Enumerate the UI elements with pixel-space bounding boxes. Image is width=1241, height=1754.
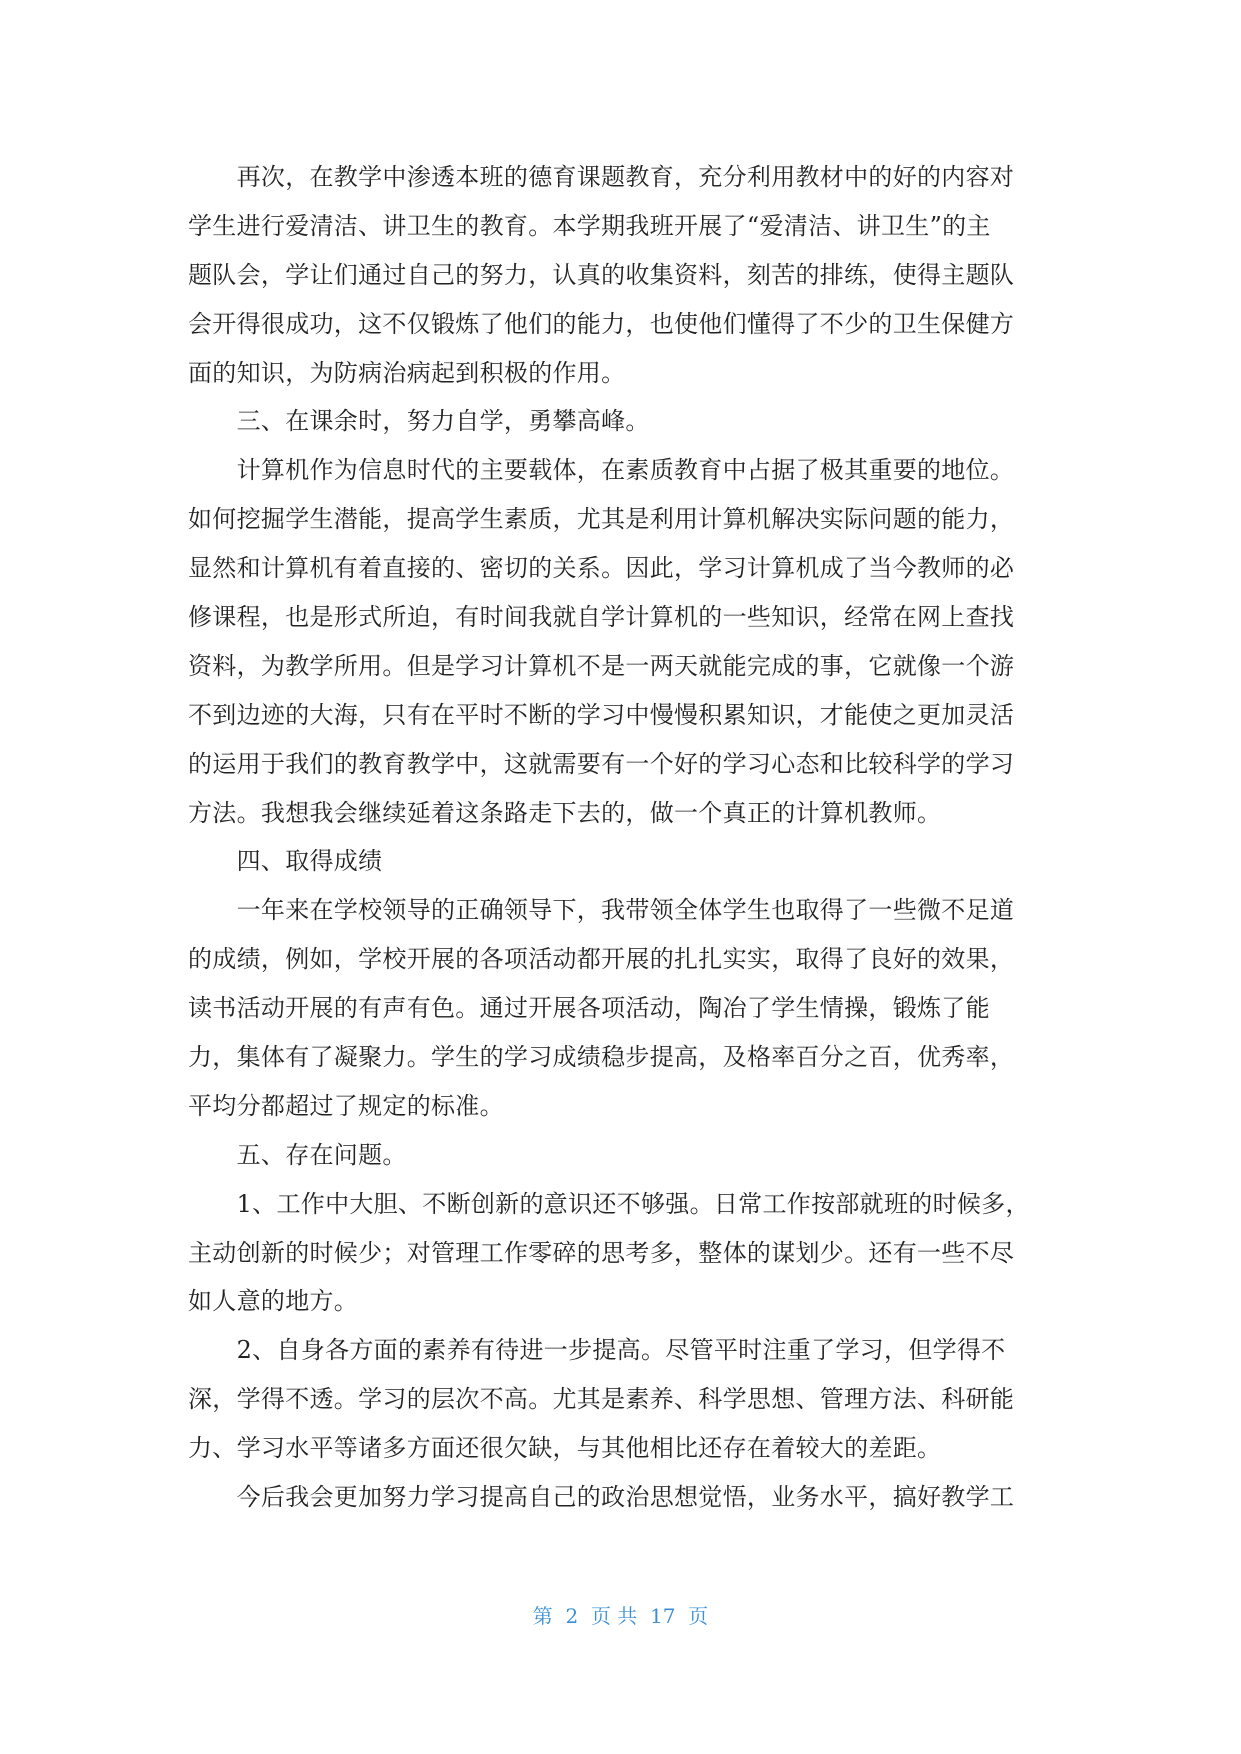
text-line: 计算机作为信息时代的主要载体，在素质教育中占据了极其重要的地位。 — [188, 456, 1015, 485]
text-line: 再次，在教学中渗透本班的德育课题教育，充分利用教材中的好的内容对 — [188, 163, 1015, 191]
text-line: 2、自身各方面的素养有待进一步提高。尽管平时注重了学习，但学得不 — [188, 1336, 1006, 1365]
text-line: 不到边迹的大海，只有在平时不断的学习中慢慢积累知识，才能使之更加灵活 — [188, 700, 1015, 729]
text-line: 平均分都超过了规定的标准。 — [188, 1091, 504, 1120]
text-line: 一年来在学校领导的正确领导下，我带领全体学生也取得了一些微不足道 — [188, 896, 1015, 925]
text-line: 学生进行爱清洁、讲卫生的教育。本学期我班开展了“爱清洁、讲卫生”的主 — [188, 211, 991, 240]
section-heading: 四、取得成绩 — [188, 847, 383, 876]
text-line: 修课程，也是形式所迫，有时间我就自学计算机的一些知识，经常在网上查找 — [188, 603, 1015, 632]
section-heading: 五、存在问题。 — [188, 1140, 407, 1169]
text-line: 深，学得不透。学习的层次不高。尤其是素养、科学思想、管理方法、科研能 — [188, 1385, 1015, 1414]
text-line: 资料，为教学所用。但是学习计算机不是一两天就能完成的事，它就像一个游 — [188, 651, 1015, 680]
text-line: 今后我会更加努力学习提高自己的政治思想觉悟，业务水平，搞好教学工 — [188, 1483, 1015, 1512]
text-line: 读书活动开展的有声有色。通过开展各项活动，陶冶了学生情操，锻炼了能 — [188, 994, 990, 1023]
text-line: 力、学习水平等诸多方面还很欠缺，与其他相比还存在着较大的差距。 — [188, 1434, 942, 1463]
text-line: 题队会，学让们通过自己的努力，认真的收集资料，刻苦的排练，使得主题队 — [188, 260, 1015, 289]
text-line: 面的知识，为防病治病起到积极的作用。 — [188, 358, 626, 387]
text-line: 的运用于我们的教育教学中，这就需要有一个好的学习心态和比较科学的学习 — [188, 749, 1015, 778]
text-line: 的成绩，例如，学校开展的各项活动都开展的扎扎实实，取得了良好的效果， — [188, 945, 1015, 974]
text-line: 如何挖掘学生潜能，提高学生素质，尤其是利用计算机解决实际问题的能力， — [188, 505, 1015, 534]
document-body — [188, 153, 1050, 1522]
text-line: 如人意的地方。 — [188, 1287, 359, 1316]
text-line: 主动创新的时候少；对管理工作零碎的思考多，整体的谋划少。还有一些不尽 — [188, 1238, 1015, 1267]
text-line: 方法。我想我会继续延着这条路走下去的，做一个真正的计算机教师。 — [188, 798, 942, 827]
text-line: 1、工作中大胆、不断创新的意识还不够强。日常工作按部就班的时候多， — [188, 1189, 1030, 1218]
text-line: 力，集体有了凝聚力。学生的学习成绩稳步提高，及格率百分之百，优秀率， — [188, 1043, 1015, 1072]
page-number-footer: 第 2 页 共 17 页 — [532, 1604, 709, 1628]
text-line: 会开得很成功，这不仅锻炼了他们的能力，也使他们懂得了不少的卫生保健方 — [188, 309, 1015, 338]
text-line: 显然和计算机有着直接的、密切的关系。因此，学习计算机成了当今教师的必 — [188, 554, 1015, 583]
section-heading: 三、在课余时，努力自学，勇攀高峰。 — [188, 407, 650, 436]
